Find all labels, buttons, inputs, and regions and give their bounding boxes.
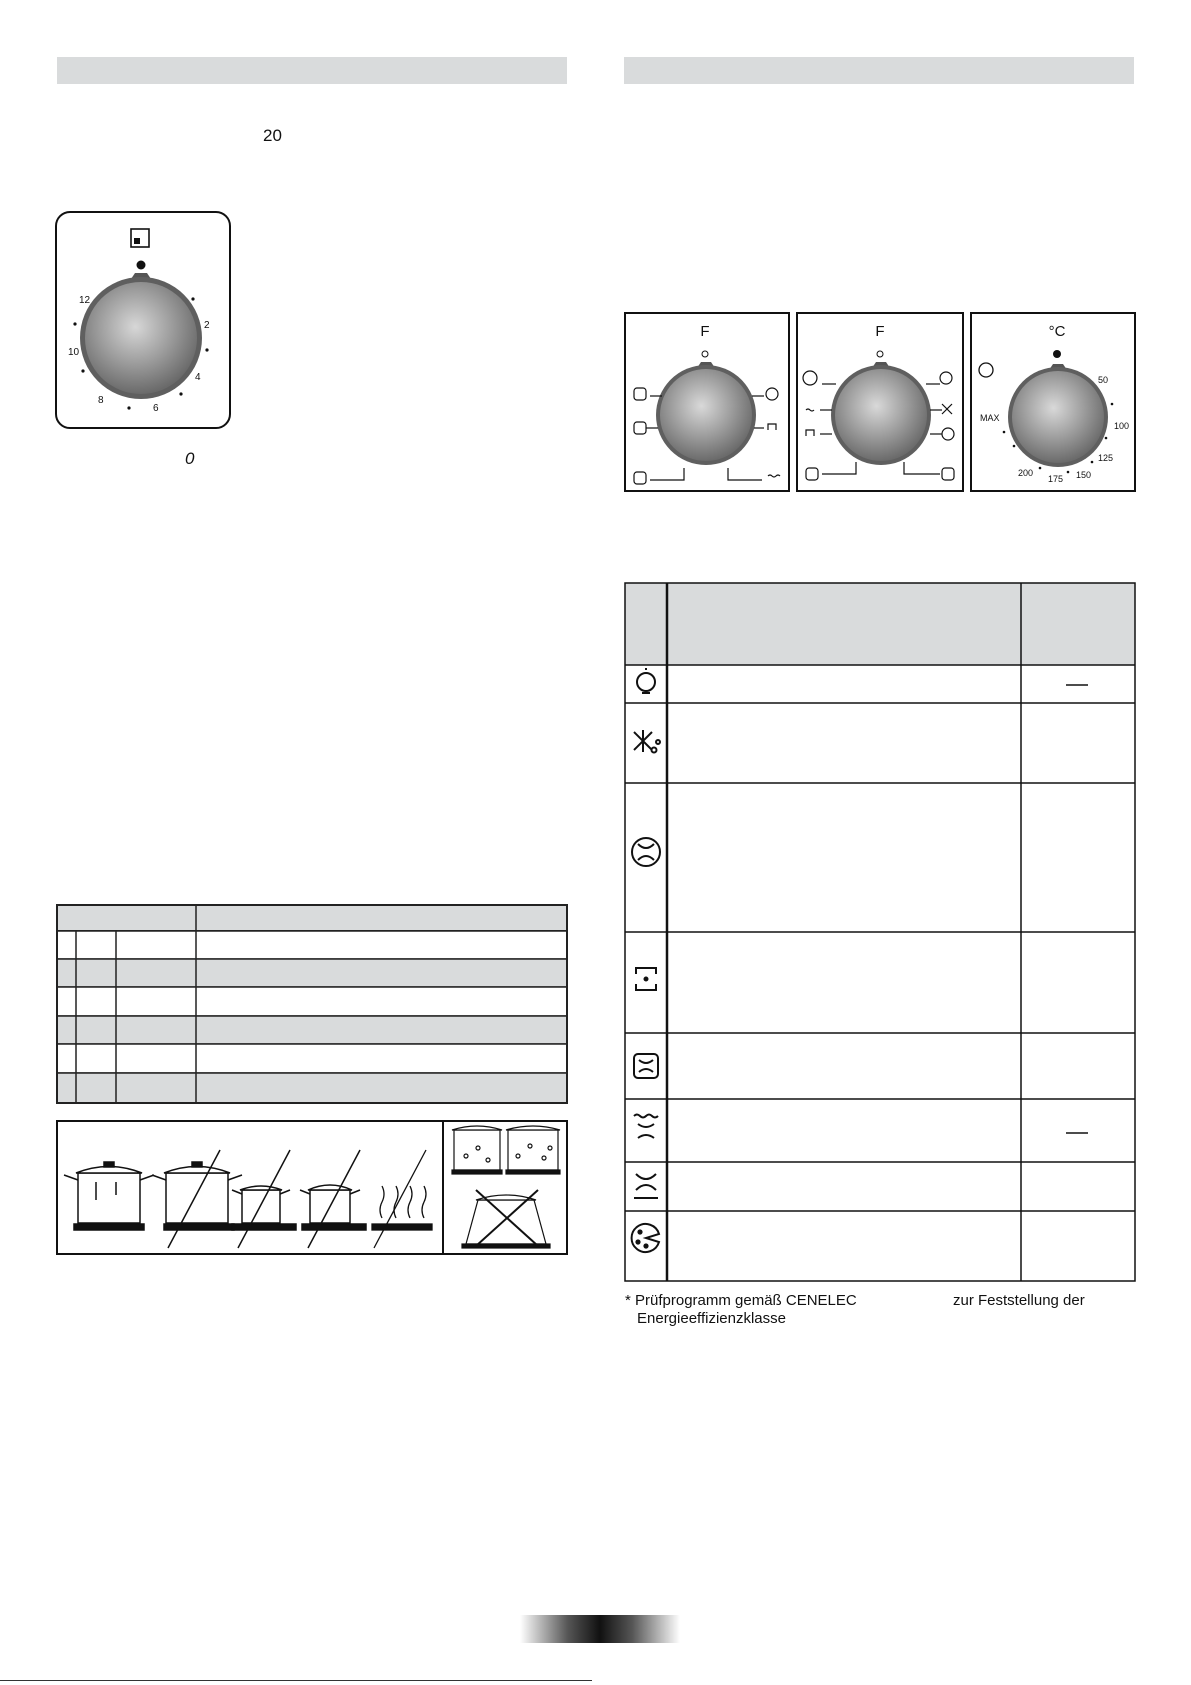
- scale-label-12: 12: [79, 295, 91, 306]
- function-dial-2[interactable]: [797, 313, 963, 491]
- bottom-heat-fan-icon: [634, 1174, 658, 1198]
- dial-3-top-label: °C: [1048, 323, 1066, 340]
- temp-scale-label: 175: [1048, 474, 1064, 484]
- right-section-header: [624, 57, 1134, 84]
- footnote-text-cont: zur Feststellung der: [953, 1292, 1085, 1309]
- defrost-icon: [634, 730, 660, 753]
- temperature-dial[interactable]: [971, 313, 1135, 491]
- temp-scale-label: 125: [1098, 453, 1114, 463]
- thermostat-lamp-icon: [979, 363, 993, 377]
- function-dial-1[interactable]: [625, 313, 789, 491]
- grill-fan-icon: [634, 1054, 658, 1078]
- timer-value-text: 20: [263, 126, 282, 145]
- indicator-dot: [137, 261, 146, 270]
- bottom-rule: [0, 1680, 592, 1681]
- top-bottom-heat-icon: [636, 968, 656, 990]
- grill-icon: [634, 1115, 658, 1139]
- temp-scale-label: MAX: [980, 413, 1000, 423]
- scale-label-10: 10: [68, 347, 80, 358]
- pizza-icon: [632, 1224, 659, 1252]
- temp-scale-label: 200: [1018, 468, 1034, 478]
- cookware-illustration: [56, 1120, 568, 1255]
- oven-dials: [624, 312, 1136, 493]
- scale-label-8: 8: [98, 395, 104, 406]
- timer-knob-panel: [55, 211, 231, 429]
- dial-2-top-label: F: [875, 323, 885, 340]
- scale-label-6: 6: [153, 403, 159, 414]
- temp-scale-label: 100: [1114, 421, 1130, 431]
- left-section-header: [57, 57, 567, 84]
- power-level-table: [56, 904, 568, 1105]
- oven-function-table: [624, 582, 1136, 1282]
- lamp-icon: [637, 668, 655, 693]
- scale-label-2: 2: [204, 320, 210, 331]
- footnote-text-line2: Energieeffizienzklasse: [637, 1310, 786, 1327]
- temp-scale-label: 150: [1076, 470, 1092, 480]
- timer-off-label: 0: [185, 449, 195, 468]
- page-number-bar: [520, 1615, 680, 1643]
- fan-heater-icon: [632, 838, 660, 866]
- scale-label-4: 4: [195, 372, 201, 383]
- manual-mode-icon: [131, 229, 149, 247]
- dial-1-top-label: F: [700, 323, 710, 340]
- temp-scale-label: 50: [1098, 375, 1109, 385]
- footnote-text: * Prüfprogramm gemäß CENELEC: [625, 1292, 857, 1309]
